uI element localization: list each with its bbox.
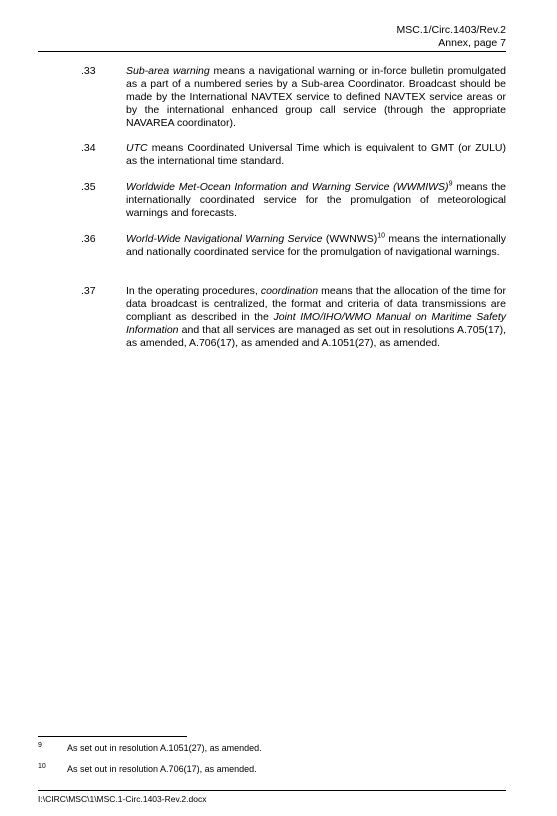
defined-term: coordination xyxy=(260,285,319,297)
header-rule xyxy=(38,51,506,52)
text-after: and that all services are managed as set out in resolutions A.705(17), as amended, A.706(17), as amended and A.1051(27), as amended. xyxy=(126,324,506,349)
defined-term: Worldwide Met-Ocean Information and Warning Service (WWMIWS) xyxy=(126,181,449,193)
paragraph-text xyxy=(126,142,506,168)
paragraph-number: .35 xyxy=(81,181,96,193)
paragraph-number: .37 xyxy=(81,285,96,297)
footnote-ref-10[interactable]: 10 xyxy=(377,232,385,240)
paragraph-number: .33 xyxy=(81,65,96,77)
definition-text: means Coordinated Universal Time which is equivalent to GMT (or ZULU) as the international time standard. xyxy=(126,142,507,167)
definition-text: means the internationally coordinated service for the promulgation of meteorological warnings and forecasts. xyxy=(126,181,507,219)
footnote-ref-9[interactable]: 9 xyxy=(448,180,453,188)
footnote-number: 9 xyxy=(38,742,42,749)
paragraph-text xyxy=(126,233,506,259)
footer-rule xyxy=(38,790,506,791)
text-before: In the operating procedures, xyxy=(126,285,258,297)
paragraph-text xyxy=(126,65,506,130)
defined-term: Sub-area warning xyxy=(126,65,210,77)
footnote-text: As set out in resolution A.706(17), as amended. xyxy=(67,764,257,774)
paragraph-number: .34 xyxy=(81,142,96,154)
definition-text: means a navigational warning or in-force bulletin promulgated as a part of a numbered series by a Sub-area Coordinator. Broadcast should be made by the International NAVTEX service to defined NAVTEX service areas or by the international enhanced group call service (through the appropriate NAVAREA coordinator). xyxy=(126,65,506,129)
footer-file-path: I:\CIRC\MSC\1\MSC.1-Circ.1403-Rev.2.docx xyxy=(38,794,207,804)
defined-term: World-Wide Navigational Warning Service xyxy=(126,233,323,245)
footnote-number: 10 xyxy=(38,763,46,770)
paragraph-number: .36 xyxy=(81,233,96,245)
definition-text: means the internationally and nationally coordinated service for the promulgation of navigational warnings. xyxy=(126,233,506,258)
footnote-separator xyxy=(38,736,187,737)
paragraph-text xyxy=(126,285,506,350)
defined-term: UTC xyxy=(126,142,148,154)
header-doc-ref: MSC.1/Circ.1403/Rev.2 xyxy=(396,24,506,36)
header-annex-page: Annex, page 7 xyxy=(438,37,506,49)
paragraph-text xyxy=(126,181,506,220)
manual-title: Joint IMO/IHO/WMO Manual on Maritime Safety Information xyxy=(126,311,507,336)
text-mid: means that the allocation of the time for data broadcast is centralized, the format and criteria of data transmissions are compliant as described in the xyxy=(126,285,506,323)
abbreviation: (WWNWS) xyxy=(325,233,378,245)
footnote-text: As set out in resolution A.1051(27), as amended. xyxy=(67,743,262,753)
